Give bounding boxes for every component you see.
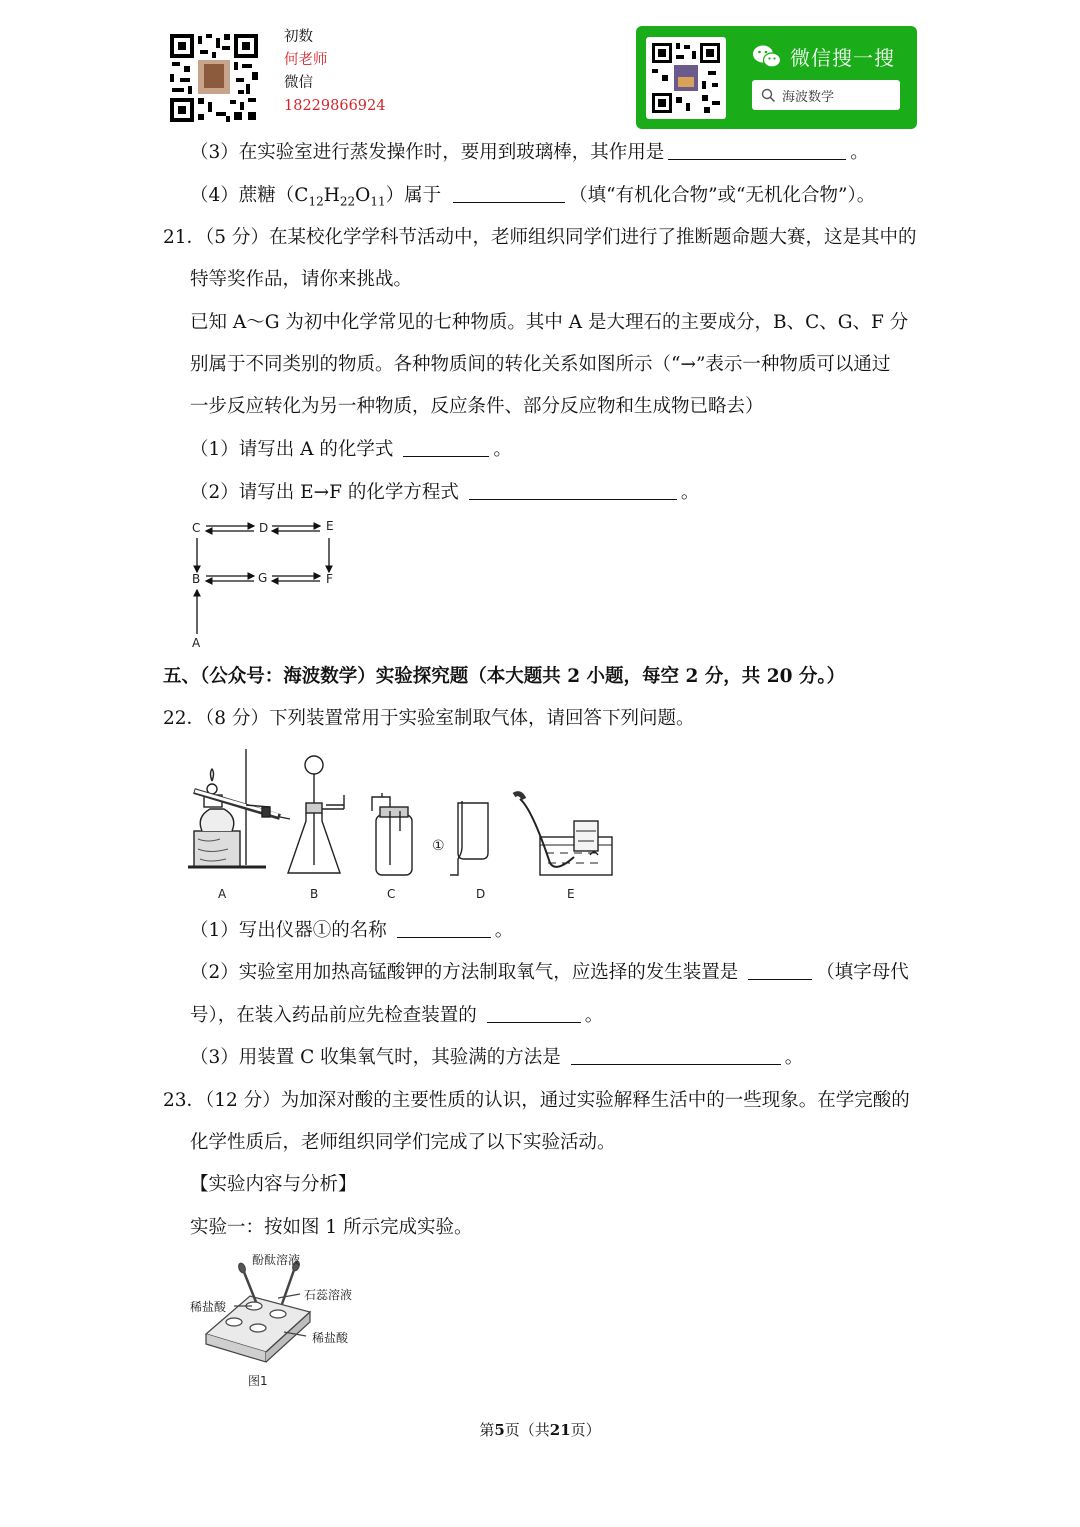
- wechat-qr-code: [646, 37, 726, 119]
- answer-blank[interactable]: [571, 1046, 781, 1065]
- q21-line-5: 一步反应转化为另一种物质，反应条件、部分反应物和生成物已略去）: [190, 396, 764, 417]
- figure-1-caption: 图1: [248, 1374, 268, 1388]
- label-e: E: [567, 887, 575, 901]
- q21-1-text: （1）请写出 A 的化学式: [190, 439, 394, 460]
- wechat-search-banner[interactable]: [636, 26, 917, 129]
- q22-2-line-2: [190, 1004, 603, 1028]
- footer-text: 页（共: [504, 1421, 550, 1439]
- node-g: G: [258, 571, 268, 585]
- wechat-search-text: 海波数学: [782, 90, 835, 105]
- answer-blank[interactable]: [397, 919, 491, 938]
- q20-3-text: （3）在实验室进行蒸发操作时，要用到玻璃棒，其作用是: [190, 142, 665, 163]
- q22-1: [190, 919, 513, 943]
- q21-line-1: 21．（5 分）在某校化学学科节活动中，老师组织同学们进行了推断题命题大赛，这是其中的: [163, 227, 917, 248]
- q20-4-text: O: [355, 185, 371, 206]
- q20-4-text: ）属于: [385, 185, 442, 206]
- q22-1-end: 。: [494, 920, 514, 941]
- q21-1: [190, 438, 512, 462]
- q21-line-4: 别属于不同类别的物质。各种物质间的转化关系如图所示（“→”表示一种物质可以通过: [190, 354, 891, 375]
- contact-qr-code: [168, 32, 260, 124]
- section-5-heading: 五、（公众号：海波数学）实验探究题（本大题共 2 小题，每空 2 分，共 20 分。）: [163, 666, 846, 687]
- q22-2-text: （2）实验室用加热高锰酸钾的方法制取氧气，应选择的发生装置是: [190, 962, 739, 983]
- q20-4: [190, 184, 875, 214]
- node-d: D: [259, 521, 269, 535]
- q20-4-text: （填“有机化合物”或“无机化合物”）。: [569, 185, 876, 206]
- q22-3: [190, 1046, 803, 1070]
- q22-2-line-1: [190, 961, 909, 985]
- figure-1: [186, 1248, 376, 1394]
- answer-blank[interactable]: [453, 184, 565, 203]
- q20-3-end: 。: [850, 142, 869, 163]
- q23-line-2: 化学性质后，老师组织同学们完成了以下实验活动。: [190, 1132, 616, 1153]
- answer-blank[interactable]: [748, 961, 812, 980]
- subscript: 22: [339, 194, 356, 209]
- answer-blank[interactable]: [487, 1004, 581, 1023]
- node-b: B: [192, 572, 201, 586]
- q21-line-3: 已知 A～G 为初中化学常见的七种物质。其中 A 是大理石的主要成分，B、C、G、F 分: [190, 312, 909, 333]
- instrument-1-marker: ①: [432, 838, 445, 854]
- wechat-logo-icon: [752, 44, 782, 74]
- q21-2-end: 。: [680, 482, 700, 503]
- contact-teacher: 何老师: [284, 52, 328, 68]
- contact-phone: 18229866924: [284, 98, 386, 114]
- label-a: A: [218, 887, 227, 901]
- answer-blank[interactable]: [403, 438, 489, 457]
- subscript: 11: [370, 194, 386, 209]
- page-total: 21: [549, 1421, 571, 1439]
- q22-3-end: 。: [784, 1047, 804, 1068]
- q22-2-end: 。: [584, 1005, 604, 1026]
- label-phenolphthalein: 酚酞溶液: [252, 1253, 301, 1267]
- q23-line-1: 23．（12 分）为加深对酸的主要性质的认识，通过实验解释生活中的一些现象。在学完酸的: [163, 1090, 910, 1111]
- q22-2-text: 号），在装入药品前应先检查装置的: [190, 1005, 477, 1026]
- node-a: A: [192, 636, 201, 650]
- q23-experiment-1: 实验一：按如图 1 所示完成实验。: [190, 1217, 473, 1238]
- label-litmus: 石蕊溶液: [304, 1288, 353, 1302]
- q22-2-text: （填字母代: [816, 962, 909, 983]
- q23-section-heading: 【实验内容与分析】: [190, 1174, 357, 1195]
- q21-1-end: 。: [493, 439, 512, 460]
- contact-line-3: 微信: [284, 75, 313, 91]
- wechat-search-box[interactable]: [752, 80, 900, 110]
- label-d: D: [476, 887, 486, 901]
- subscript: 12: [308, 194, 324, 209]
- q20-3: [190, 141, 869, 165]
- search-icon: [761, 88, 776, 107]
- label-b: B: [310, 887, 319, 901]
- page-footer: [0, 1419, 1080, 1440]
- inference-diagram: [186, 516, 346, 656]
- answer-blank[interactable]: [668, 141, 846, 160]
- wechat-search-title: 微信搜一搜: [790, 46, 895, 70]
- q20-4-text: H: [323, 185, 340, 206]
- page-number: 5: [494, 1421, 505, 1439]
- q22-1-text: （1）写出仪器①的名称: [190, 920, 387, 941]
- contact-info: [284, 26, 385, 118]
- node-f: F: [326, 572, 333, 586]
- node-e: E: [326, 519, 334, 533]
- label-hcl-left: 稀盐酸: [190, 1300, 227, 1314]
- node-c: C: [192, 521, 201, 535]
- apparatus-figure: [186, 745, 626, 907]
- label-hcl-right: 稀盐酸: [312, 1331, 349, 1345]
- footer-text: 页）: [570, 1421, 601, 1439]
- q21-line-2: 特等奖作品，请你来挑战。: [190, 269, 413, 290]
- q22-3-text: （3）用装置 C 收集氧气时，其验满的方法是: [190, 1047, 561, 1068]
- contact-line-1: 初数: [284, 29, 313, 45]
- q22-stem: 22．（8 分）下列装置常用于实验室制取气体，请回答下列问题。: [163, 708, 695, 729]
- answer-blank[interactable]: [469, 481, 677, 500]
- footer-text: 第: [479, 1421, 495, 1439]
- q21-2: [190, 481, 699, 505]
- label-c: C: [387, 887, 396, 901]
- q21-2-text: （2）请写出 E→F 的化学方程式: [190, 482, 459, 503]
- q20-4-text: （4）蔗糖（C: [190, 185, 309, 206]
